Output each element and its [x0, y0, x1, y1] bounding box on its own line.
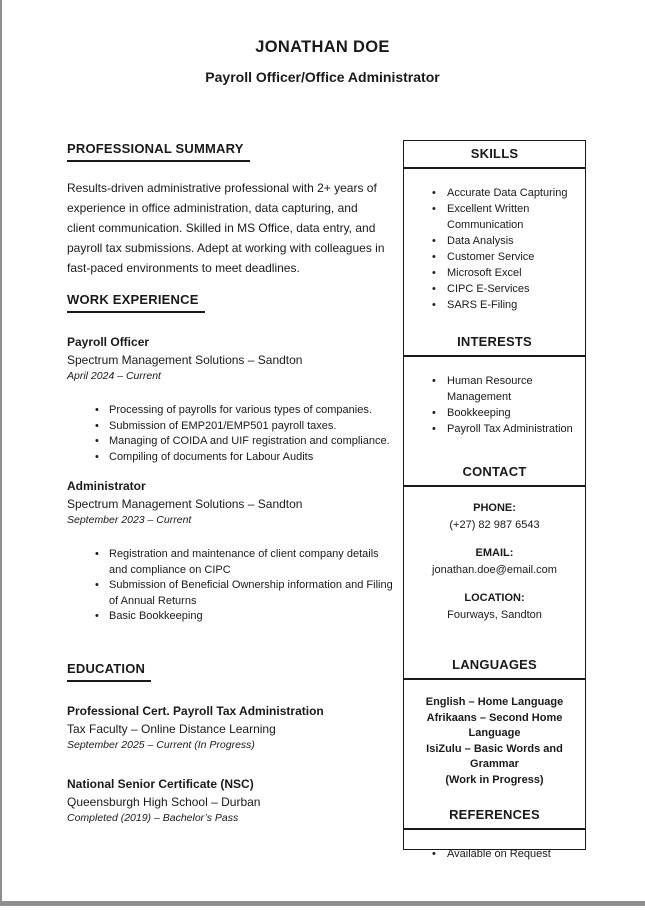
job-title: Administrator	[67, 479, 146, 493]
contact-heading: CONTACT	[404, 459, 585, 487]
summary-text: Results-driven administrative professional with 2+ years of experience in office administration, data capturing, and client communication. Skilled in MS Office, data entry, and payroll tax submissions. Adept at working with colleagues in fast-paced environments to meet deadlines.	[67, 181, 385, 275]
language-line: IsiZulu – Basic Words and Grammar	[426, 742, 563, 770]
references-heading: REFERENCES	[404, 802, 585, 830]
interests-heading: INTERESTS	[404, 329, 585, 357]
interest-item: • Payroll Tax Administration	[432, 421, 580, 437]
job-dates: September 2023 – Current	[67, 514, 192, 526]
job-bullet: • Basic Bookkeeping	[95, 609, 395, 625]
education-list	[67, 702, 389, 826]
skill-item: • Customer Service	[432, 249, 580, 265]
contact-value: Fourways, Sandton	[447, 609, 542, 621]
job-bullet: • Compiling of documents for Labour Audits	[95, 450, 395, 466]
skill-item: • Microsoft Excel	[432, 265, 580, 281]
job-bullet-list	[67, 547, 393, 625]
section-work-experience	[67, 278, 393, 625]
contact-label: PHONE:	[473, 502, 516, 514]
job-dates: April 2024 – Current	[67, 370, 161, 382]
main-column	[67, 140, 393, 826]
section-education	[67, 625, 389, 826]
section-professional-summary	[67, 140, 389, 278]
page-edge-bottom	[0, 901, 645, 906]
education-title: National Senior Certificate (NSC)	[67, 776, 254, 791]
contact-field	[404, 546, 585, 577]
education-school: Queensburgh High School – Durban	[67, 794, 261, 809]
skill-item: • Data Analysis	[432, 233, 580, 249]
job-bullet: • Processing of payrolls for various types of companies.	[95, 403, 395, 419]
job-entry	[67, 477, 393, 625]
contact-fields	[404, 501, 585, 622]
contact-field	[404, 591, 585, 622]
job-bullet: • Submission of EMP201/EMP501 payroll taxes.	[95, 419, 395, 435]
education-school: Tax Faculty – Online Distance Learning	[67, 721, 276, 736]
skills-heading: SKILLS	[404, 141, 585, 169]
references-list	[404, 846, 585, 862]
work-heading: WORK EXPERIENCE	[67, 292, 205, 313]
contact-label: EMAIL:	[475, 547, 514, 559]
skill-item: • Excellent Written Communication	[432, 201, 580, 233]
interest-item: • Bookkeeping	[432, 405, 580, 421]
job-company: Spectrum Management Solutions – Sandton	[67, 353, 303, 367]
contact-label: LOCATION:	[464, 592, 525, 604]
education-title: Professional Cert. Payroll Tax Administration	[67, 703, 324, 718]
skill-item: • CIPC E-Services	[432, 281, 580, 297]
interests-list	[404, 373, 585, 437]
contact-field	[404, 501, 585, 532]
education-dates: September 2025 – Current (In Progress)	[67, 738, 255, 751]
language-line: (Work in Progress)	[445, 773, 544, 786]
reference-item: • Available on Request	[432, 846, 580, 862]
job-bullet-list	[67, 403, 389, 465]
candidate-name: JONATHAN DOE	[255, 38, 390, 56]
resume-header	[0, 38, 645, 85]
candidate-title: Payroll Officer/Office Administrator	[205, 69, 440, 85]
job-bullet: • Submission of Beneficial Ownership information and Filing of Annual Returns	[95, 578, 395, 609]
education-entry	[67, 775, 389, 826]
job-list	[67, 333, 393, 625]
interest-item: • Human Resource Management	[432, 373, 580, 405]
languages-list	[404, 695, 585, 788]
job-title: Payroll Officer	[67, 335, 150, 349]
contact-value: (+27) 82 987 6543	[449, 519, 540, 531]
page-edge-left	[0, 0, 2, 906]
job-company: Spectrum Management Solutions – Sandton	[67, 497, 303, 511]
skills-list	[404, 185, 585, 313]
education-heading: EDUCATION	[67, 661, 151, 682]
skill-item: • Accurate Data Capturing	[432, 185, 580, 201]
skill-item: • SARS E-Filing	[432, 297, 580, 313]
education-entry	[67, 702, 389, 753]
language-line: English – Home Language	[425, 696, 564, 708]
sidebar	[403, 140, 586, 860]
job-entry	[67, 333, 389, 465]
languages-heading: LANGUAGES	[404, 652, 585, 680]
job-bullet: • Managing of COIDA and UIF registration and compliance.	[95, 434, 395, 450]
contact-value: jonathan.doe@email.com	[432, 564, 557, 576]
language-line: Afrikaans – Second Home Language	[426, 711, 563, 739]
education-dates: Completed (2019) – Bachelor’s Pass	[67, 811, 239, 824]
summary-heading: PROFESSIONAL SUMMARY	[67, 141, 250, 162]
job-bullet: • Registration and maintenance of client company details and compliance on CIPC	[95, 547, 395, 578]
